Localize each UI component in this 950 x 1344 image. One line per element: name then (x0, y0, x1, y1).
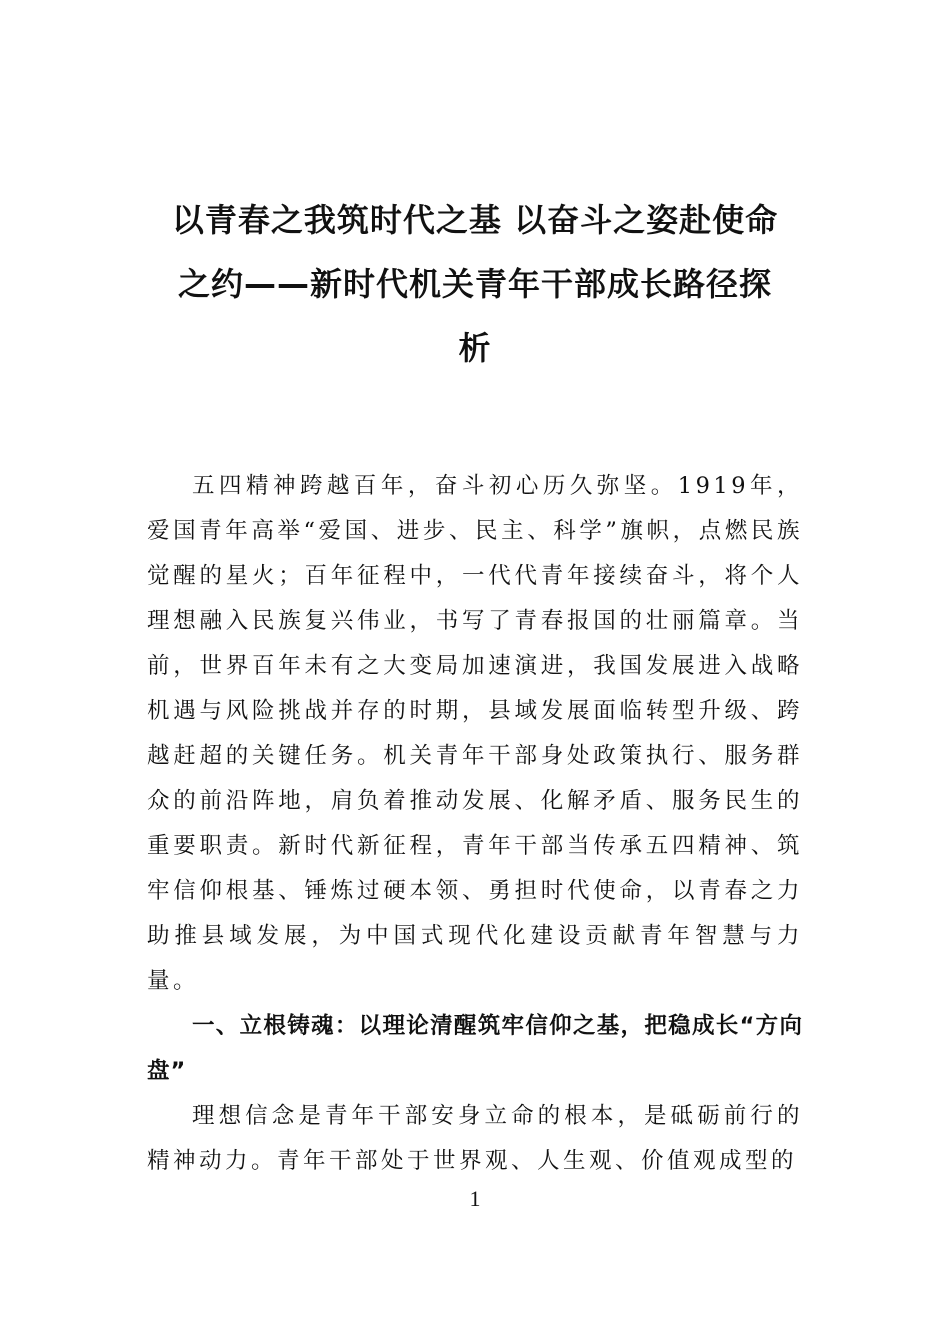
document-body (147, 464, 803, 1184)
title-line-1: 以青春之我筑时代之基 以奋斗之姿赴使命 (171, 201, 779, 239)
section-heading: 一、立根铸魂：以理论清醒筑牢信仰之基，把稳成长“方向盘” (147, 1013, 803, 1084)
page-number: 1 (469, 1186, 481, 1211)
title-line-2: 之约——新时代机关青年干部成长路径探 (177, 265, 772, 303)
intro-paragraph: 五四精神跨越百年，奋斗初心历久弥坚。1919年，爱国青年高举“爱国、进步、民主、科学”旗帜，点燃民族觉醒的星火；百年征程中，一代代青年接续奋斗，将个人理想融入民族复兴伟业，书写了青春报国的壮丽篇章。当前，世界百年未有之大变局加速演进，我国发展进入战略机遇与风险挑战并存的时期，县域发展面临转型升级、跨越赶超的关键任务。机关青年干部身处政策执行、服务群众的前沿阵地，肩负着推动发展、化解矛盾、服务民生的重要职责。新时代新征程，青年干部当传承五四精神、筑牢信仰根基、锤炼过硬本领、勇担时代使命，以青春之力助推县域发展，为中国式现代化建设贡献青年智慧与力量。 (147, 473, 803, 994)
section-paragraph: 理想信念是青年干部安身立命的根本，是砥砺前行的精神动力。青年干部处于世界观、人生观、价值观成型的 (147, 1103, 803, 1174)
document-title (140, 188, 810, 380)
title-line-3: 析 (458, 329, 492, 367)
